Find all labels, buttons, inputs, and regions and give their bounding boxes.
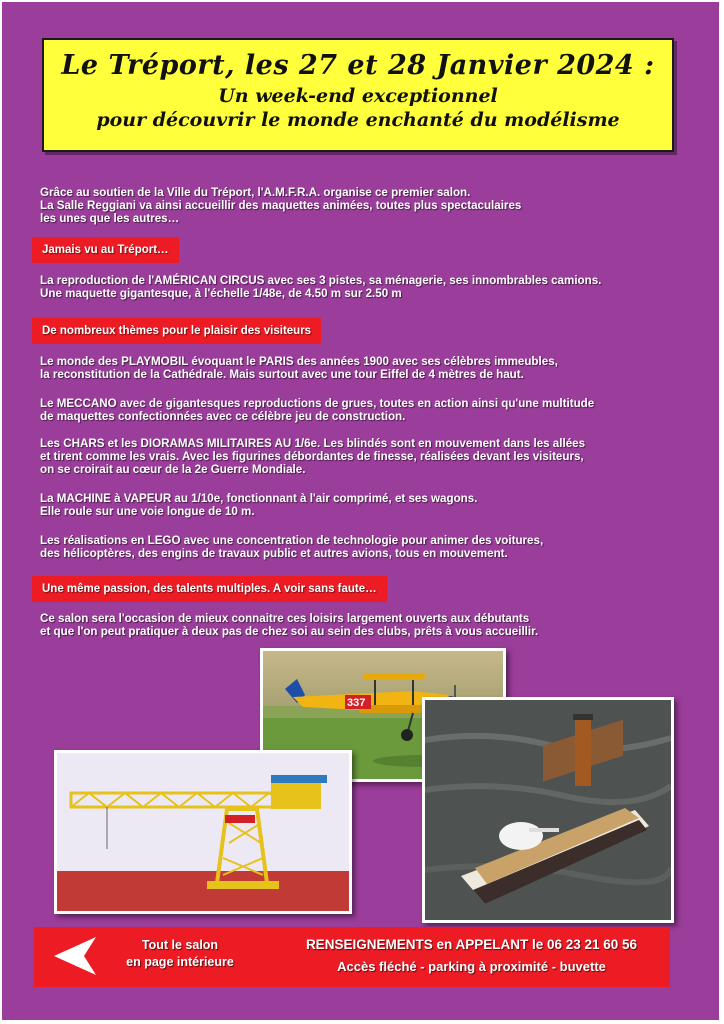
meccano-crane-photo (54, 750, 352, 914)
lego-paragraph: Les réalisations en LEGO avec une concentration de technologie pour animer des voitures, des hélicoptères, des engins de travaux public et autres avions, tous en mouvement. (40, 534, 544, 560)
access-info: Accès fléché - parking à proximité - buvette (337, 959, 606, 974)
plane-number: 337 (347, 697, 366, 709)
section-heading-passion: Une même passion, des talents multiples. A voir sans faute… (32, 576, 387, 602)
banner-subtitle: Un week-end exceptionnel (218, 85, 498, 107)
flyer-page (2, 2, 719, 1020)
intro-paragraph: Grâce au soutien de la Ville du Tréport, l'A.M.F.R.A. organise ce premier salon. La Salle Reggiani va ainsi accueillir des maquettes animées, toutes plus spectaculaires les unes que les autres… (40, 186, 522, 225)
section-heading-jamais-vu: Jamais vu au Tréport… (32, 237, 179, 263)
title-banner (42, 38, 674, 152)
playmobil-paragraph: Le monde des PLAYMOBIL évoquant le PARIS des années 1900 avec ses célèbres immeubles, la reconstitution de la Cathédrale. Mais surtout avec une tour Eiffel de 4 mètres de haut. (40, 355, 558, 381)
contact-phone: RENSEIGNEMENTS en APPELANT le 06 23 21 60 56 (305, 937, 638, 952)
section-heading-themes: De nombreux thèmes pour le plaisir des visiteurs (32, 318, 321, 344)
steam-boat-photo (422, 697, 674, 923)
banner-title: Le Tréport, les 27 et 28 Janvier 2024 : (61, 50, 655, 81)
meccano-paragraph: Le MECCANO avec de gigantesques reproductions de grues, toutes en action ainsi qu'une multitude de maquettes confectionnées avec ce célèbre jeu de construction. (40, 397, 595, 423)
closing-paragraph: Ce salon sera l'occasion de mieux connaitre ces loisirs largement ouverts aux débutants et que l'on peut pratiquer à deux pas de chez soi au sein des clubs, prêts à vous accueillir. (40, 612, 539, 638)
salon-note-line2: en page intérieure (126, 955, 234, 969)
military-paragraph: Les CHARS et les DIORAMAS MILITAIRES AU 1/6e. Les blindés sont en mouvement dans les allées et tirent comme les vrais. Avec les figurines débordantes de finesse, réalisées devant les visiteurs, on se croirait au cœur de la 2e Guerre Mondiale. (40, 437, 586, 476)
salon-note-line1: Tout le salon (141, 938, 219, 952)
info-footer (34, 927, 670, 987)
salon-inside-note (110, 937, 250, 971)
arrow-left-icon (52, 935, 100, 977)
steam-machine-paragraph: La MACHINE à VAPEUR au 1/10e, fonctionnant à l'air comprimé, et ses wagons. Elle roule sur une voie longue de 10 m. (40, 492, 478, 518)
circus-paragraph: La reproduction de l'AMÉRICAN CIRCUS avec ses 3 pistes, sa ménagerie, ses innombrables camions. Une maquette gigantesque, à l'échelle 1/48e, de 4.50 m sur 2.50 m (40, 274, 602, 300)
banner-subtitle-2: pour découvrir le monde enchanté du modélisme (96, 109, 620, 131)
